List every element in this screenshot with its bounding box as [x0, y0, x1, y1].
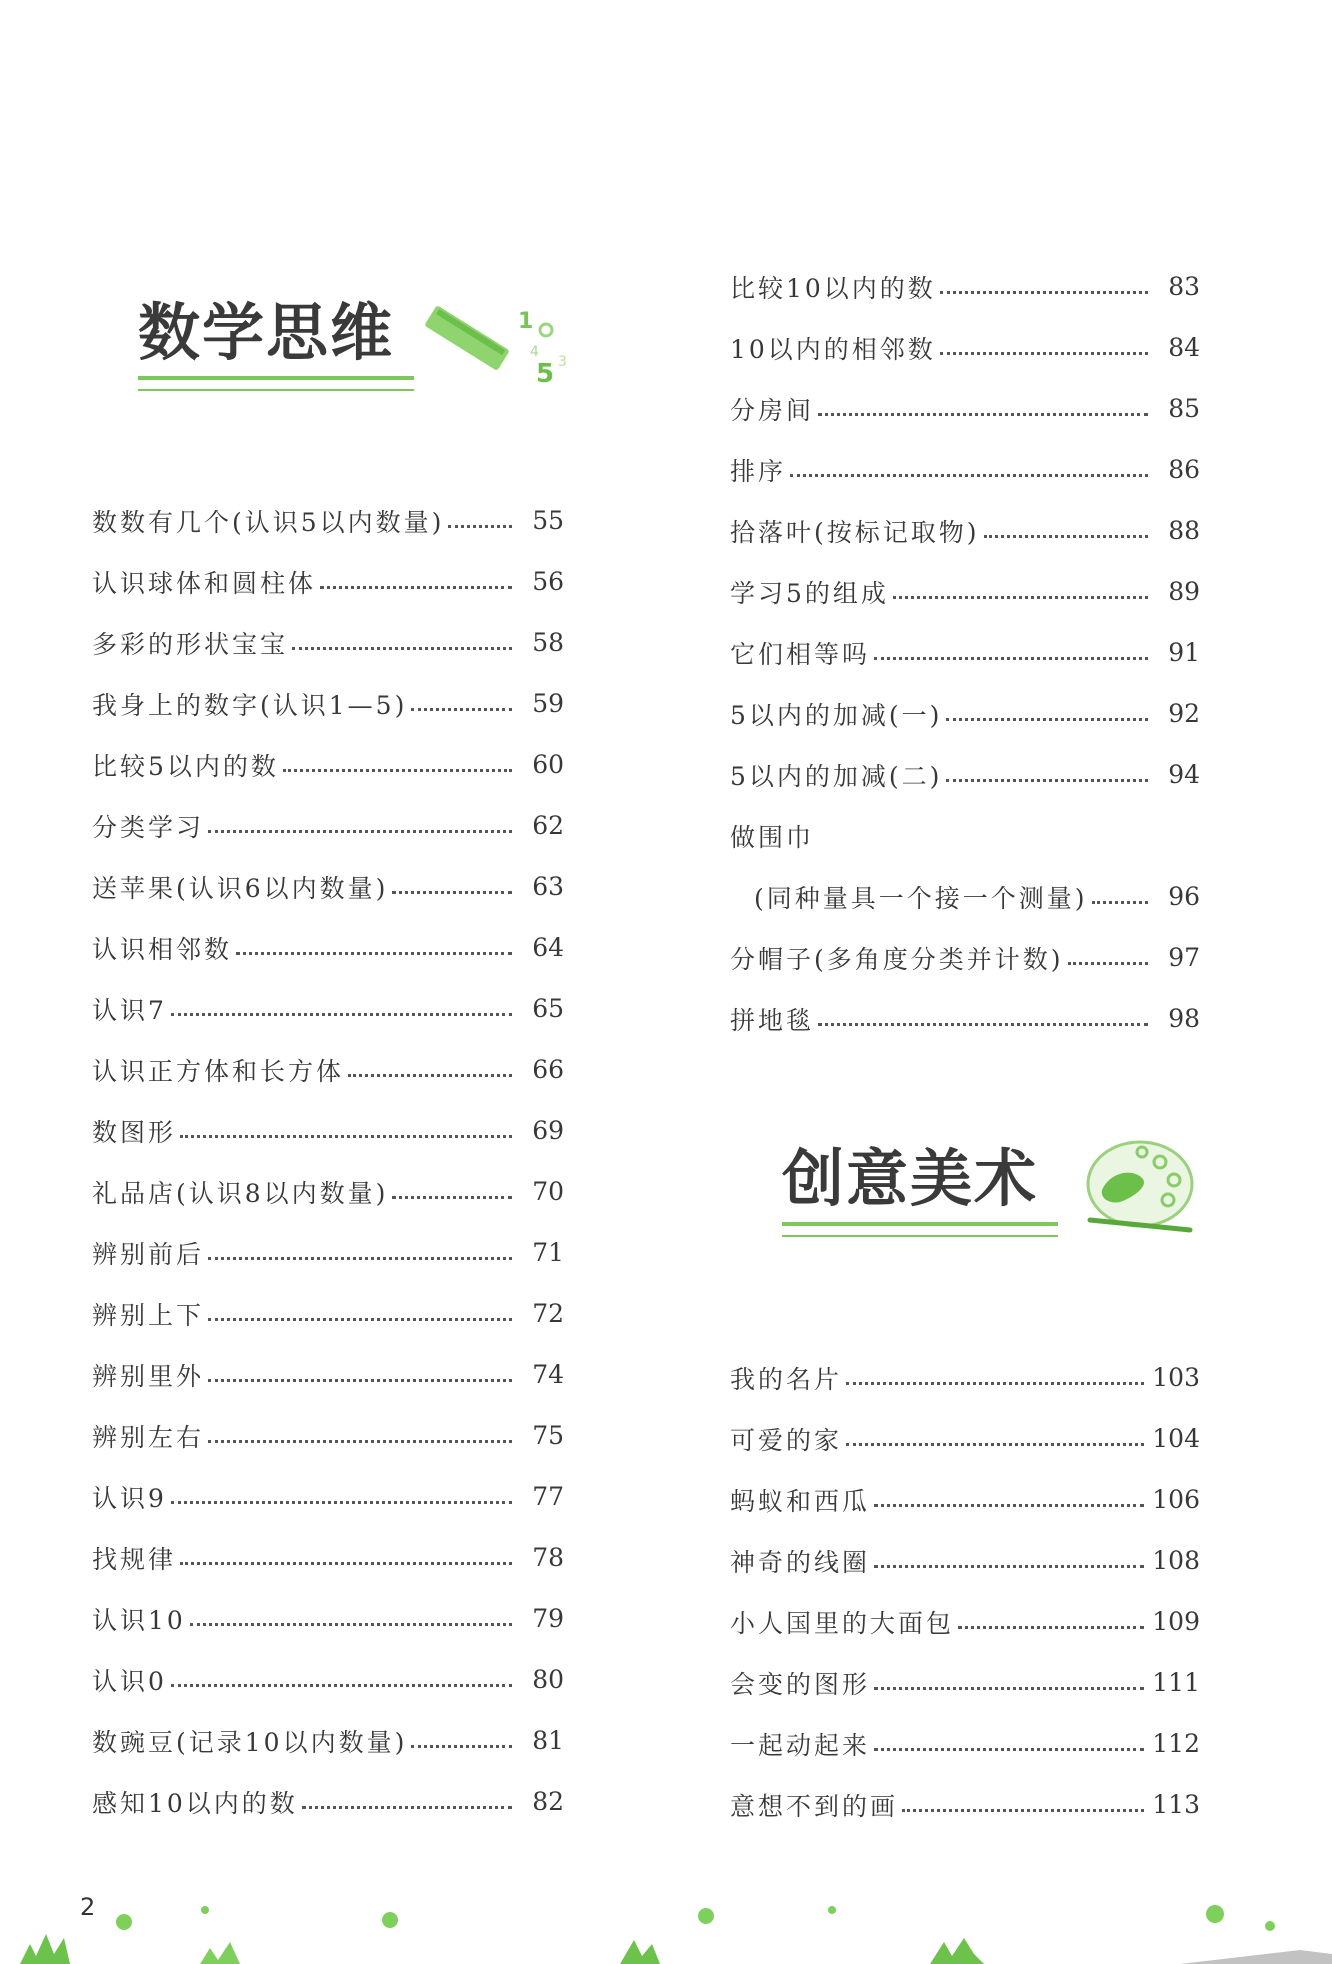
toc-entry[interactable]: 礼品店(认识8以内数量) 70 [92, 1177, 564, 1208]
dot-leader [190, 1623, 512, 1626]
toc-entry[interactable]: 认识0 80 [92, 1665, 564, 1696]
toc-entry[interactable]: 认识10 79 [92, 1604, 564, 1635]
toc-entry[interactable]: 小人国里的大面包 109 [730, 1607, 1200, 1638]
dot-leader [946, 779, 1148, 782]
dot-leader [940, 291, 1148, 294]
toc-entry[interactable]: 认识9 77 [92, 1482, 564, 1513]
dot-leader [790, 474, 1148, 477]
toc-entry[interactable]: 我的名片 103 [730, 1363, 1200, 1394]
toc-entry[interactable]: 多彩的形状宝宝 58 [92, 628, 564, 659]
art-section-title: 创意美术 [782, 1142, 1039, 1215]
toc-entry[interactable]: 辨别左右 75 [92, 1421, 564, 1452]
toc-entry[interactable]: 意想不到的画 113 [730, 1790, 1200, 1821]
dot-leader [946, 718, 1148, 721]
page-number: 2 [80, 1893, 96, 1921]
toc-entry[interactable]: 认识相邻数 64 [92, 933, 564, 964]
dot-leader [180, 1562, 512, 1565]
dot-leader [320, 586, 512, 589]
dot-leader [208, 1318, 512, 1321]
math-section-header [138, 296, 608, 412]
dot-leader [902, 1809, 1144, 1812]
toc-entry[interactable]: 辨别里外 74 [92, 1360, 564, 1391]
dot-leader [1068, 962, 1148, 965]
dot-leader [940, 352, 1148, 355]
dot-leader [874, 1504, 1144, 1507]
dot-leader [846, 1443, 1144, 1446]
dot-leader [348, 1074, 512, 1077]
dot-leader [208, 1379, 512, 1382]
toc-entry[interactable]: 数豌豆(记录10以内数量) 81 [92, 1726, 564, 1757]
dot-leader [180, 1135, 512, 1138]
dot-leader [171, 1684, 512, 1687]
toc-entry[interactable]: 5以内的加减(二) 94 [730, 760, 1200, 791]
toc-entry[interactable]: 10以内的相邻数 84 [730, 333, 1200, 364]
toc-entry[interactable]: 它们相等吗 91 [730, 638, 1200, 669]
toc-entry[interactable]: 认识正方体和长方体 66 [92, 1055, 564, 1086]
toc-entry[interactable]: 我身上的数字(认识1—5) 59 [92, 689, 564, 720]
toc-entry[interactable]: 认识球体和圆柱体 56 [92, 567, 564, 598]
toc-entry[interactable]: 送苹果(认识6以内数量) 63 [92, 872, 564, 903]
svg-text:3: 3 [558, 354, 567, 370]
toc-entry[interactable]: 比较5以内的数 60 [92, 750, 564, 781]
toc-entry[interactable]: 排序 86 [730, 455, 1200, 486]
svg-text:4: 4 [530, 344, 539, 360]
dot-leader [302, 1806, 512, 1809]
grass-decoration-icon [0, 1904, 1332, 1964]
toc-entry[interactable]: 认识7 65 [92, 994, 564, 1025]
toc-entry[interactable]: 一起动起来 112 [730, 1729, 1200, 1760]
dot-leader [411, 708, 512, 711]
dot-leader [411, 1745, 512, 1748]
toc-entry[interactable]: 拼地毯 98 [730, 1004, 1200, 1035]
dot-leader [392, 1196, 512, 1199]
dot-leader [283, 769, 512, 772]
dot-leader [818, 413, 1148, 416]
dot-leader [874, 1687, 1144, 1690]
dot-leader [846, 1382, 1144, 1385]
math-section-title: 数学思维 [138, 296, 395, 369]
paint-palette-icon [1080, 1132, 1200, 1242]
toc-entry[interactable]: 神奇的线圈 108 [730, 1546, 1200, 1577]
dot-leader [874, 1565, 1144, 1568]
dot-leader [893, 596, 1148, 599]
toc-entry[interactable]: 学习5的组成 89 [730, 577, 1200, 608]
svg-text:1: 1 [518, 309, 534, 334]
math-toc-list [92, 490, 564, 1832]
ruler-and-numbers-icon [414, 302, 594, 396]
toc-entry[interactable]: 会变的图形 111 [730, 1668, 1200, 1699]
art-title-underline [782, 1222, 1058, 1237]
toc-entry[interactable]: 拾落叶(按标记取物) 88 [730, 516, 1200, 547]
toc-entry[interactable]: 辨别上下 72 [92, 1299, 564, 1330]
toc-entry[interactable]: 分房间 85 [730, 394, 1200, 425]
toc-entry[interactable]: 比较10以内的数 83 [730, 272, 1200, 303]
dot-leader [818, 1023, 1148, 1026]
dot-leader [208, 830, 512, 833]
toc-entry[interactable]: 可爱的家 104 [730, 1424, 1200, 1455]
toc-entry[interactable]: 5以内的加减(一) 92 [730, 699, 1200, 730]
dot-leader [1092, 901, 1148, 904]
svg-text:5: 5 [536, 359, 555, 389]
math-title-underline [138, 376, 414, 391]
dot-leader [208, 1257, 512, 1260]
toc-entry[interactable]: 数数有几个(认识5以内数量) 55 [92, 506, 564, 537]
toc-entry[interactable]: 数图形 69 [92, 1116, 564, 1147]
toc-entry[interactable]: 分帽子(多角度分类并计数) 97 [730, 943, 1200, 974]
dot-leader [874, 1748, 1144, 1751]
dot-leader [208, 1440, 512, 1443]
toc-entry[interactable]: 做围巾 [730, 822, 815, 852]
dot-leader [171, 1013, 512, 1016]
dot-leader [874, 657, 1148, 660]
toc-entry[interactable]: (同种量具一个接一个测量) 96 [754, 882, 1200, 913]
dot-leader [171, 1501, 512, 1504]
dot-leader [392, 891, 512, 894]
toc-entry[interactable]: 蚂蚁和西瓜 106 [730, 1485, 1200, 1516]
dot-leader [292, 647, 512, 650]
dot-leader [958, 1626, 1144, 1629]
toc-entry[interactable]: 分类学习 62 [92, 811, 564, 842]
dot-leader [448, 525, 512, 528]
toc-entry[interactable]: 感知10以内的数 82 [92, 1787, 564, 1818]
dot-leader [984, 535, 1148, 538]
art-section-header [782, 1142, 1222, 1258]
art-toc-list [730, 1347, 1200, 1835]
math-toc-continued-list [730, 256, 1200, 1049]
toc-entry[interactable]: 找规律 78 [92, 1543, 564, 1574]
toc-entry[interactable]: 辨别前后 71 [92, 1238, 564, 1269]
dot-leader [236, 952, 512, 955]
